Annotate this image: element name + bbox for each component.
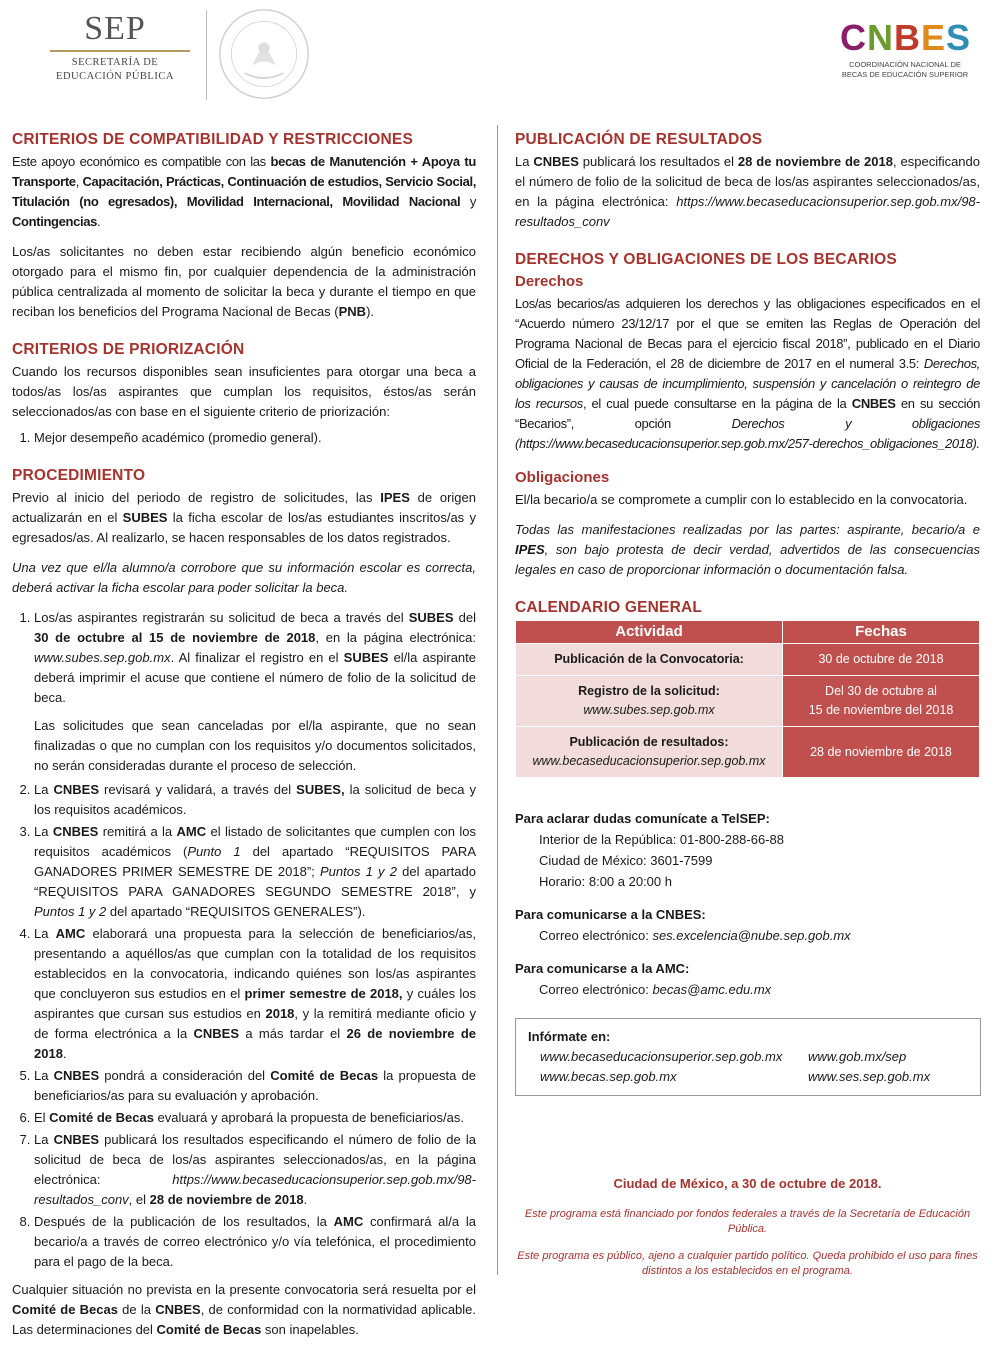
- info-box: [515, 1018, 981, 1096]
- compat-title: CRITERIOS DE COMPATIBILIDAD Y RESTRICCIONES: [12, 131, 414, 148]
- list-item: 6. El Comité de Becas evaluará y aprobará la propuesta de beneficiarios/as.: [34, 1108, 476, 1128]
- proc-section: [12, 466, 476, 1340]
- table-row: [516, 727, 980, 778]
- header-fechas: Fechas: [783, 621, 980, 644]
- date-cell: Del 30 de octubre al 15 de noviembre del 2018: [783, 676, 980, 727]
- cnbes-email-link[interactable]: ses.excelencia@nube.sep.gob.mx: [652, 928, 851, 943]
- results-link[interactable]: https://www.becaseducacionsuperior.sep.gob.mx/98-resultados_conv: [515, 194, 980, 229]
- activity-cell: Publicación de resultados: www.becaseducacionsuperior.sep.gob.mx: [516, 727, 783, 778]
- activity-cell: Publicación de la Convocatoria:: [516, 644, 783, 676]
- header-divider: [206, 10, 207, 100]
- list-item: 5. La CNBES pondrá a consideración del Comité de Becas la propuesta de beneficiarios/as para su evaluación y aprobación.: [34, 1066, 476, 1106]
- list-item: 8. Después de la publicación de los resultados, la AMC confirmará al/a la becario/a a través de correo electrónico y/o vía telefónica, el procedimiento para el pago de la beca.: [34, 1212, 476, 1272]
- table-row: [516, 644, 980, 676]
- info-link[interactable]: www.becaseducacionsuperior.sep.gob.mx: [540, 1049, 783, 1064]
- table-header-row: [516, 621, 980, 644]
- place-date: Ciudad de México, a 30 de octubre de 2018.: [613, 1176, 882, 1191]
- list-item: 2. La CNBES revisará y validará, a través del SUBES, la solicitud de beca y los requisitos académicos.: [34, 780, 476, 820]
- obligaciones-paragraph: El/la becario/a se compromete a cumplir con lo establecido en la convocatoria.: [515, 492, 968, 507]
- date-cell: 28 de noviembre de 2018: [783, 727, 980, 778]
- calendar-title: CALENDARIO GENERAL: [515, 599, 703, 616]
- cnbes-letter-n: N: [867, 17, 894, 58]
- footer-note-2: Este programa es público, ajeno a cualquier partido político. Queda prohibido el uso para fines distintos a los establecidos en el programa.: [517, 1250, 978, 1277]
- info-link[interactable]: www.gob.mx/sep: [808, 1049, 907, 1064]
- telsep-line-3: Horario: 8:00 a 20:00 h: [539, 874, 672, 889]
- list-item: 3. La CNBES remitirá a la AMC el listado de solicitantes que cumplen con los requisitos académicos (Punto 1 del apartado “REQUISITOS PARA GANADORES PRIMER SEMESTRE DE 2018”; Puntos 1 y 2 del apartado “REQUISITOS PARA GANADORES SEGUNDO SEMESTRE 2018”, y Puntos 1 y 2 del apartado “REQUISITOS GENERALES”).: [34, 822, 476, 922]
- cnbes-logo: [840, 17, 972, 80]
- pub-section: [515, 130, 980, 232]
- table-row: [516, 676, 980, 727]
- derechos-title: Derechos: [515, 273, 584, 290]
- footer: [515, 1176, 980, 1279]
- cnbes-contact-block: [515, 904, 980, 946]
- cnbes-letter-e: E: [921, 17, 947, 58]
- cnbes-contact-heading: Para comunicarse a la CNBES:: [515, 907, 706, 922]
- activity-cell: Registro de la solicitud: www.subes.sep.gob.mx: [516, 676, 783, 727]
- date-cell: 30 de octubre de 2018: [783, 644, 980, 676]
- amc-email-line: Correo electrónico: becas@amc.edu.mx: [539, 982, 772, 997]
- info-links: [528, 1047, 968, 1087]
- list-item: 7. La CNBES publicará los resultados especificando el número de folio de la solicitud de beca de los/as aspirantes seleccionados/as, en la página electrónica: https://www.becaseducacionsuperior.sep.gob.mx/98-resultados_conv, el 28 de noviembre de 2018.: [34, 1130, 476, 1210]
- dyo-section: [515, 250, 980, 580]
- cnbes-subtitle-1: COORDINACIÓN NACIONAL DE: [849, 60, 961, 69]
- cnbes-letter-b: B: [894, 17, 921, 58]
- cnbes-letter-c: C: [840, 17, 867, 58]
- compat-paragraph-1: Este apoyo económico es compatible con las becas de Manutención + Apoya tu Transporte, Capacitación, Prácticas, Continuación de estudios, Servicio Social, Titulación (no egresados), Movilidad Internacional, Movilidad Nacional y Contingencias.: [12, 154, 477, 229]
- sep-subtitle-1: SECRETARÍA DE: [71, 57, 159, 68]
- proc-paragraph-1: Previo al inicio del periodo de registro de solicitudes, las IPES de origen actualizarán en el SUBES la ficha escolar de los/as estudiantes inscritos/as y egresados/as. Al realizarlo, se hacen responsables de los datos registrados.: [12, 490, 477, 545]
- footer-note-1: Este programa está financiado por fondos federales a través de la Secretaría de Educación Pública.: [524, 1208, 971, 1235]
- left-column: [12, 130, 476, 1350]
- proc-paragraph-2: Una vez que el/la alumno/a corrobore que su información escolar es correcta, deberá activar la ficha escolar para poder solicitar la beca.: [12, 560, 476, 595]
- sep-rule: [50, 50, 190, 52]
- telsep-line-2: Ciudad de México: 3601-7599: [539, 853, 713, 868]
- telsep-block: [515, 808, 980, 892]
- amc-email-link[interactable]: becas@amc.edu.mx: [652, 982, 772, 997]
- telsep-heading: Para aclarar dudas comunícate a TelSEP:: [515, 811, 770, 826]
- prior-list: [12, 428, 476, 448]
- list-item: 1. Mejor desempeño académico (promedio general).: [34, 428, 476, 448]
- contact-section: [515, 808, 980, 1000]
- list-item: 1. Los/as aspirantes registrarán su solicitud de beca a través del SUBES del 30 de octubre al 15 de noviembre de 2018, en la página electrónica: www.subes.sep.gob.mx. Al finalizar el registro en el SUBES el/la aspirante deberá imprimir el acuse que contiene el número de folio de la solicitud de beca. Las solicitudes que sean canceladas por el/la aspirante, que no sean finalizadas o que no cumplan con los requisitos y/o documentos solicitados, no serán consideradas durante el proceso de selección.: [34, 608, 476, 776]
- cnbes-letter-s: S: [946, 17, 972, 58]
- page-header: [0, 0, 1000, 110]
- info-link[interactable]: www.ses.sep.gob.mx: [808, 1069, 931, 1084]
- compat-paragraph-2: Los/as solicitantes no deben estar recibiendo algún beneficio económico otorgado para el mismo fin, por cualquier dependencia de la administración pública centralizada al momento de solicitar la beca y durante el tiempo en que reciban los beneficios del Programa Nacional de Becas (PNB).: [12, 244, 476, 319]
- derechos-paragraph: Los/as becarios/as adquieren los derechos y las obligaciones especificados en el “Acuerdo número 23/12/17 por el que se emiten las Reglas de Operación del Programa Nacional de Becas para el ejercicio fiscal 2018”, publicado en el Diario Oficial de la Federación, el 28 de diciembre de 2017 en el numeral 3.5: Derechos, obligaciones y causas de incumplimiento, suspensión y cancelación o reintegro de los recursos, el cual puede consultarse en la página de la CNBES en su sección “Becarios”, opción Derechos y obligaciones (https://www.becaseducacionsuperior.sep.gob.mx/257-derechos_obligaciones_2018).: [515, 296, 980, 451]
- dyo-title: DERECHOS Y OBLIGACIONES DE LOS BECARIOS: [515, 251, 897, 268]
- telsep-line-1: Interior de la República: 01-800-288-66-88: [539, 832, 784, 847]
- cnbes-subtitle-2: BECAS DE EDUCACIÓN SUPERIOR: [841, 70, 969, 79]
- list-item: 4. La AMC elaborará una propuesta para la selección de beneficiarios/as, presentando a aquéllos/as que cumplan con la totalidad de los requisitos establecidos en la convocatoria, indicando quiénes son los/as aspirantes que concluyeron sus estudios en el primer semestre de 2018, y cuáles los aspirantes que cursan sus estudios en 2018, y la remitirá mediante oficio y de forma electrónica a la CNBES a más tardar el 26 de noviembre de 2018.: [34, 924, 476, 1064]
- pub-title: PUBLICACIÓN DE RESULTADOS: [515, 131, 763, 148]
- obligaciones-note: Todas las manifestaciones realizadas por las partes: aspirante, becario/a e IPES, son bajo protesta de decir verdad, advertidos de las consecuencias legales en caso de proporcionar información o documentación falsa.: [515, 522, 980, 577]
- sep-wordmark: SEP: [84, 10, 146, 47]
- header-actividad: Actividad: [516, 621, 783, 644]
- compat-section: [12, 130, 476, 322]
- calendar-section: [515, 598, 980, 778]
- prior-title: CRITERIOS DE PRIORIZACIÓN: [12, 341, 245, 358]
- step1-note: Las solicitudes que sean canceladas por el/la aspirante, que no sean finalizadas o que no cumplan con los requisitos y/o documentos solicitados, no serán consideradas durante el proceso de selección.: [34, 718, 476, 773]
- proc-title: PROCEDIMIENTO: [12, 467, 146, 484]
- column-divider: [497, 125, 498, 1275]
- amc-contact-heading: Para comunicarse a la AMC:: [515, 961, 690, 976]
- right-column: [515, 130, 980, 1291]
- proc-list: [12, 608, 476, 1272]
- info-link[interactable]: www.becas.sep.gob.mx: [540, 1069, 677, 1084]
- calendar-table: [515, 620, 980, 778]
- proc-final-paragraph: Cualquier situación no prevista en la presente convocatoria será resuelta por el Comité de Becas de la CNBES, de conformidad con la normatividad aplicable. Las determinaciones del Comité de Becas son inapelables.: [12, 1282, 477, 1337]
- prior-paragraph: Cuando los recursos disponibles sean insuficientes para otorgar una beca a todos/as los/as aspirantes que cumplan los requisitos, éstos/as serán seleccionados/as con base en el siguiente criterio de priorización:: [12, 364, 476, 419]
- mexican-seal-icon: [216, 6, 312, 102]
- cnbes-email-line: Correo electrónico: ses.excelencia@nube.sep.gob.mx: [539, 928, 851, 943]
- amc-contact-block: [515, 958, 980, 1000]
- prior-section: [12, 340, 476, 448]
- pub-paragraph: La CNBES publicará los resultados el 28 de noviembre de 2018, especificando el número de folio de la solicitud de beca de los/as aspirantes seleccionados/as, en la página electrónica: https://www.becaseducacionsuperior.sep.gob.mx/98-resultados_conv: [515, 154, 980, 229]
- sep-logo: [40, 12, 200, 84]
- obligaciones-title: Obligaciones: [515, 469, 610, 486]
- info-heading: Infórmate en:: [528, 1029, 611, 1044]
- cnbes-wordmark: [840, 17, 972, 58]
- sep-subtitle-2: EDUCACIÓN PÚBLICA: [56, 71, 174, 82]
